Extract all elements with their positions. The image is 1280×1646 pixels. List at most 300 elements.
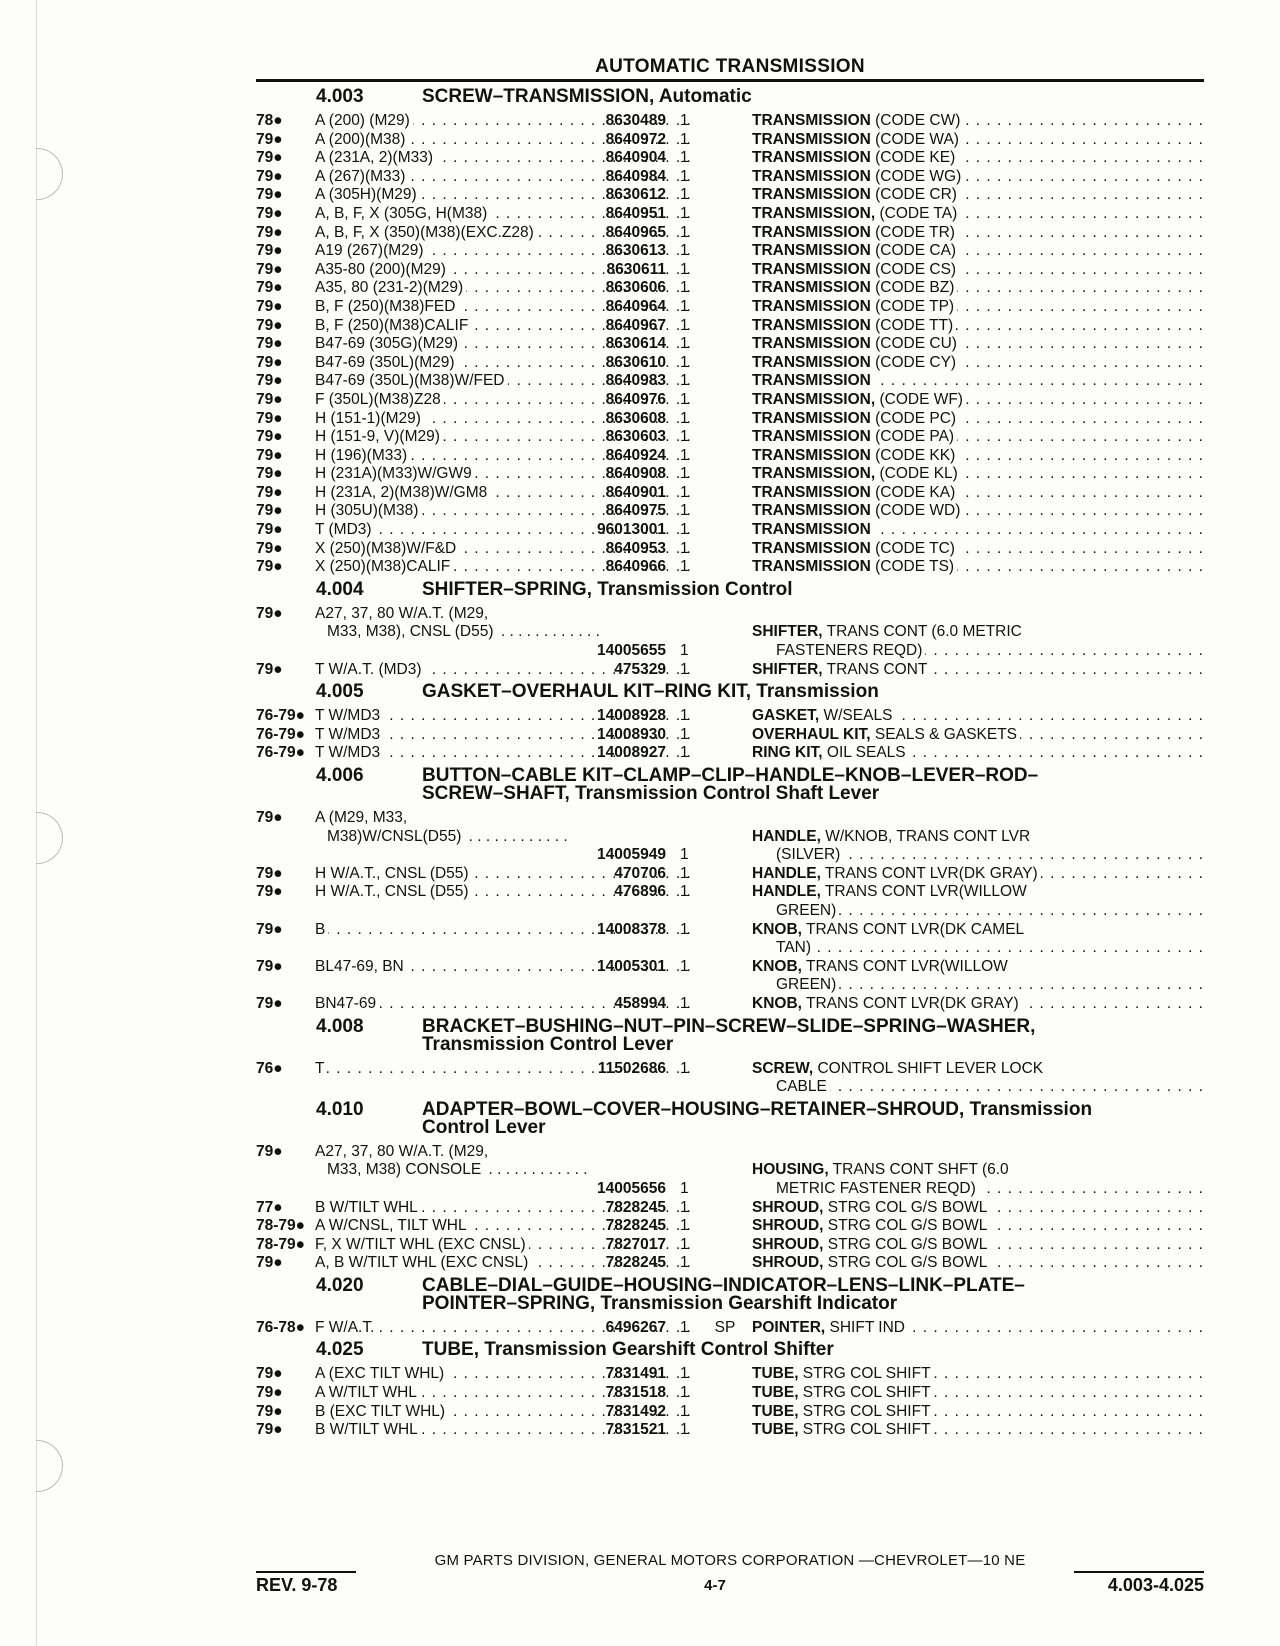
section-title xyxy=(422,1341,1204,1359)
section-title-rest: Transmission Control Shaft Lever xyxy=(569,783,880,804)
part-name-bold: TRANSMISSION xyxy=(752,335,871,353)
part-number: 475329 xyxy=(614,660,666,678)
application-description xyxy=(315,744,578,763)
part-name-text xyxy=(752,242,959,259)
part-name-text xyxy=(752,1254,990,1271)
section-number: 4.025 xyxy=(316,1339,364,1361)
description-text: A W/TILT WHL xyxy=(315,1384,420,1401)
description-text: B47-69 (350L)(M29) xyxy=(315,354,458,371)
catalog-section xyxy=(256,1274,1204,1338)
parts-table xyxy=(256,112,1204,577)
section-title-main: SCREW–TRANSMISSION, xyxy=(422,86,655,107)
quantity: 1 xyxy=(680,446,689,464)
description-text: BL47-69, BN xyxy=(315,958,407,975)
part-name-bold: TUBE, xyxy=(752,1365,799,1383)
part-name-text xyxy=(752,1161,1012,1178)
quantity: 1 xyxy=(680,260,689,278)
application-description xyxy=(315,540,578,559)
quantity: 1 xyxy=(680,390,689,408)
quantity: 1 xyxy=(680,1421,689,1439)
part-name-bold: SHROUD, xyxy=(752,1217,824,1235)
model-year: 79● xyxy=(256,353,283,371)
part-number: 6496267 xyxy=(605,1318,666,1336)
section-title-line2: POINTER–SPRING, xyxy=(422,1292,596,1314)
part-name-bold: KNOB, xyxy=(752,994,802,1012)
table-row xyxy=(256,335,1204,354)
part-number: 14008930 xyxy=(597,725,666,743)
model-year: 79● xyxy=(256,130,283,148)
section-title-main: TUBE, xyxy=(422,1339,479,1361)
description-line1: A27, 37, 80 W/A.T. (M29, xyxy=(315,605,578,624)
page-number: 4-7 xyxy=(704,1577,726,1594)
description-text: H (231A)(M33)W/GW9 xyxy=(315,465,475,482)
part-name-bold: TRANSMISSION xyxy=(752,446,871,464)
model-year: 76-78● xyxy=(256,1318,306,1336)
part-name-text xyxy=(752,1217,990,1234)
part-name-line2: GREEN) xyxy=(752,902,839,921)
part-name-bold: SHROUD, xyxy=(752,1235,824,1253)
part-name-detail: SHIFT IND xyxy=(825,1318,906,1336)
part-name-bold: KNOB, xyxy=(752,957,802,975)
quantity: 1 xyxy=(680,744,689,762)
application-description xyxy=(315,149,578,168)
model-year: 79● xyxy=(256,428,283,446)
part-name-line2: (SILVER) xyxy=(752,846,843,865)
part-name-detail: (CODE PA) xyxy=(870,428,955,446)
part-name xyxy=(752,224,1204,243)
part-name-bold: SHIFTER, xyxy=(752,623,823,641)
application-description xyxy=(315,1319,578,1338)
table-row xyxy=(256,317,1204,336)
part-name-text xyxy=(752,372,874,389)
description-text: A19 (267)(M29) xyxy=(315,242,427,259)
table-row xyxy=(256,447,1204,466)
section-number: 4.005 xyxy=(316,681,364,703)
part-name-detail: (CODE KK) xyxy=(870,446,956,464)
table-row xyxy=(256,883,1204,920)
table-row xyxy=(256,242,1204,261)
quantity: 1 xyxy=(680,316,689,334)
application-description xyxy=(315,205,578,224)
model-year: 79● xyxy=(256,994,283,1012)
model-year: 79● xyxy=(256,521,283,539)
quantity: 1 xyxy=(680,297,689,315)
description-text: B, F (250)(M38)CALIF xyxy=(315,317,471,334)
section-title xyxy=(422,683,1204,701)
application-description xyxy=(315,131,578,150)
part-number: 8630489 xyxy=(605,112,666,129)
part-number: 14008927 xyxy=(597,744,666,762)
part-name-text xyxy=(752,224,958,241)
leader-dots: . . . . . . . . . . . . xyxy=(464,827,568,845)
table-row xyxy=(256,410,1204,429)
part-name-text xyxy=(752,958,1011,975)
part-number: 470706 xyxy=(614,864,666,882)
application-description xyxy=(315,1060,578,1079)
part-name xyxy=(752,502,1204,521)
part-name-text xyxy=(752,828,1033,845)
quantity: 1 xyxy=(680,957,689,975)
model-year: 79● xyxy=(256,242,283,260)
part-name-detail: (CODE BZ) xyxy=(870,279,955,297)
model-year: 76● xyxy=(256,1059,283,1077)
revision-label: REV. 9-78 xyxy=(256,1571,356,1596)
part-name-line2: GREEN) xyxy=(752,976,839,995)
part-name-text xyxy=(752,1365,934,1382)
part-name-detail: STRG COL G/S BOWL xyxy=(823,1235,988,1253)
part-name xyxy=(752,995,1204,1014)
application-description xyxy=(315,428,578,447)
application-description xyxy=(315,1142,588,1180)
part-name-text xyxy=(752,428,957,445)
part-number: 14005949 xyxy=(597,846,666,864)
model-year: 79● xyxy=(256,864,283,882)
section-title-main: ADAPTER–BOWL–COVER–HOUSING–RETAINER–SHROUD, xyxy=(422,1098,965,1120)
quantity: 1 xyxy=(680,660,689,678)
part-name-bold: SCREW, xyxy=(752,1059,814,1077)
part-name-text xyxy=(752,317,956,334)
part-name xyxy=(752,865,1204,884)
quantity: 1 xyxy=(680,558,689,576)
part-name-text xyxy=(752,1060,1046,1077)
model-year: 79● xyxy=(256,558,283,576)
section-title-main: BUTTON–CABLE KIT–CLAMP–CLIP–HANDLE–KNOB–LEVER–ROD– xyxy=(422,765,1039,786)
quantity: 1 xyxy=(680,502,689,520)
quantity: 1 xyxy=(680,112,689,129)
table-row xyxy=(256,112,1204,131)
part-name xyxy=(752,744,1204,763)
application-description xyxy=(315,168,578,187)
leader-dots: . . . . . . . . . . . . xyxy=(496,623,600,641)
description-text: T (MD3) xyxy=(315,521,375,538)
quantity: 1 xyxy=(680,521,689,539)
part-name-bold: RING KIT, xyxy=(752,744,823,762)
part-name-detail: (CODE WA) xyxy=(870,130,959,148)
quantity: 1 xyxy=(680,353,689,371)
table-row xyxy=(256,558,1204,577)
part-name-text xyxy=(752,1319,908,1336)
application-description xyxy=(315,335,578,354)
section-title-rest: Transmission Gearshift Indicator xyxy=(595,1292,898,1314)
part-name-line2: METRIC FASTENER REQD) xyxy=(752,1180,979,1199)
description-line2-wrap xyxy=(315,623,600,642)
description-text: A (EXC TILT WHL) xyxy=(315,1365,447,1382)
description-line2-wrap xyxy=(315,1161,588,1180)
part-number: 8630613 xyxy=(605,242,666,260)
section-range: 4.003-4.025 xyxy=(1074,1571,1204,1596)
description-text: A35, 80 (231-2)(M29) xyxy=(315,279,466,296)
part-number: 8640908 xyxy=(605,465,666,483)
part-number: 8630611 xyxy=(606,260,666,278)
quantity: 1 xyxy=(680,1384,689,1402)
section-title-main: GASKET–OVERHAUL KIT–RING KIT, xyxy=(422,681,752,703)
leader-dots: . . . . . . . . . . . . xyxy=(484,1161,588,1179)
description-text: B, F (250)(M38)FED xyxy=(315,298,458,315)
description-text: X (250)(M38)CALIF xyxy=(315,558,453,575)
table-row xyxy=(256,521,1204,540)
part-name-bold: TUBE, xyxy=(752,1402,799,1420)
table-row xyxy=(256,726,1204,745)
quantity: 1 xyxy=(680,372,689,390)
catalog-section xyxy=(256,88,1204,577)
quantity: 1 xyxy=(680,920,689,938)
quantity: 1 xyxy=(680,1059,689,1077)
quantity: 1 xyxy=(680,1318,689,1336)
part-name-detail: STRG COL G/S BOWL xyxy=(823,1254,988,1272)
quantity: 1 xyxy=(680,130,689,148)
part-name-detail: TRANS CONT LVR(WILLOW xyxy=(820,883,1027,901)
part-name xyxy=(752,661,1204,680)
model-year: 79● xyxy=(256,260,283,278)
application-description xyxy=(315,661,578,680)
section-title-main: BRACKET–BUSHING–NUT–PIN–SCREW–SLIDE–SPRING–WASHER, xyxy=(422,1015,1036,1037)
part-name-detail: (CODE CY) xyxy=(870,353,957,371)
description-text: T W/A.T. (MD3) xyxy=(315,661,425,678)
model-year: 79● xyxy=(256,167,283,185)
part-name xyxy=(752,726,1204,745)
part-name-bold: TRANSMISSION xyxy=(752,167,871,185)
part-name-bold: HOUSING, xyxy=(752,1161,829,1179)
quantity: 1 xyxy=(680,846,689,864)
application-description xyxy=(315,372,578,391)
part-number: 7828245 xyxy=(605,1198,666,1216)
part-name-bold: TRANSMISSION xyxy=(752,260,871,278)
application-description xyxy=(315,1236,578,1255)
quantity: 1 xyxy=(680,1179,689,1197)
part-name-detail: OIL SEALS xyxy=(822,744,906,762)
model-year: 79● xyxy=(256,1142,283,1160)
part-number: 7828245 xyxy=(605,1217,666,1235)
application-description xyxy=(315,242,578,261)
part-name-detail: (CODE WD) xyxy=(870,502,961,520)
part-name xyxy=(752,186,1204,205)
part-name-text xyxy=(752,1199,990,1216)
part-number: 458994 xyxy=(614,994,666,1012)
quantity: 1 xyxy=(680,149,689,167)
description-line2: M33, M38), CNSL (D55) xyxy=(327,623,497,640)
section-heading xyxy=(256,88,1204,106)
description-text: H (305U)(M38) xyxy=(315,502,421,519)
part-name xyxy=(752,335,1204,354)
quantity: 1 xyxy=(680,1254,689,1272)
part-name-bold: TRANSMISSION xyxy=(752,112,871,129)
model-year: 79● xyxy=(256,279,283,297)
application-description xyxy=(315,1365,578,1384)
quantity: 1 xyxy=(680,223,689,241)
catalog-section xyxy=(256,683,1204,763)
part-number: 8640924 xyxy=(605,446,666,464)
description-text: H (196)(M33) xyxy=(315,447,410,464)
part-name xyxy=(752,428,1204,447)
parts-table xyxy=(256,809,1204,1014)
part-name-text xyxy=(752,1403,934,1420)
model-year: 78-79● xyxy=(256,1235,306,1253)
part-name-text xyxy=(752,261,959,278)
table-row xyxy=(256,131,1204,150)
part-name xyxy=(752,112,1204,131)
section-heading xyxy=(256,767,1204,803)
application-description xyxy=(315,809,578,846)
description-text: H W/A.T., CNSL (D55) xyxy=(315,883,472,900)
part-name-detail: (CODE CS) xyxy=(870,260,957,278)
description-text: T xyxy=(315,1060,327,1077)
part-name-bold: TRANSMISSION xyxy=(752,279,871,297)
section-title-main: SHIFTER–SPRING, xyxy=(422,578,592,600)
part-name-detail: TRANS CONT LVR(DK CAMEL xyxy=(801,920,1025,938)
part-name xyxy=(752,1319,1204,1338)
part-name-detail: W/SEALS xyxy=(819,707,893,725)
table-row xyxy=(256,540,1204,559)
part-name-detail: (CODE TR) xyxy=(870,223,955,241)
part-name-detail: (CODE KE) xyxy=(870,149,956,167)
part-number: 8640976 xyxy=(605,390,666,408)
section-title-main: CABLE–DIAL–GUIDE–HOUSING–INDICATOR–LENS–LINK–PLATE– xyxy=(422,1274,1025,1296)
model-year: 78● xyxy=(256,112,283,129)
part-name xyxy=(752,558,1204,577)
application-description xyxy=(315,279,578,298)
quantity: 1 xyxy=(680,725,689,743)
table-row xyxy=(256,707,1204,726)
page-header: AUTOMATIC TRANSMISSION xyxy=(256,56,1204,82)
section-title-line2: SCREW–SHAFT, xyxy=(422,783,570,804)
part-name-detail: (CODE CA) xyxy=(870,242,957,260)
part-name xyxy=(752,131,1204,150)
part-number: 8640983 xyxy=(605,372,666,390)
description-line2: M33, M38) CONSOLE xyxy=(327,1161,484,1178)
part-name-detail: STRG COL SHIFT xyxy=(798,1384,931,1402)
part-name-bold: TUBE, xyxy=(752,1421,799,1439)
part-name xyxy=(752,1060,1204,1097)
description-text: B (EXC TILT WHL) xyxy=(315,1403,448,1420)
part-name-text xyxy=(752,279,957,296)
part-name xyxy=(752,921,1204,958)
application-description xyxy=(315,865,578,884)
table-row xyxy=(256,372,1204,391)
quantity: 1 xyxy=(680,1217,689,1235)
part-name-detail: (CODE TP) xyxy=(870,297,955,315)
application-description xyxy=(315,502,578,521)
table-row xyxy=(256,168,1204,187)
part-number: 476896 xyxy=(614,883,666,901)
section-title-rest: Automatic xyxy=(654,86,752,107)
description-text: F W/A.T. xyxy=(315,1319,377,1336)
model-year: 79● xyxy=(256,149,283,167)
part-name-text xyxy=(752,865,1041,882)
quantity: 1 xyxy=(680,483,689,501)
quantity: 1 xyxy=(680,883,689,901)
table-row xyxy=(256,995,1204,1014)
part-number: 8640975 xyxy=(605,502,666,520)
part-name-detail: (CODE TT) xyxy=(870,316,954,334)
part-name-detail: TRANS CONT SHFT (6.0 xyxy=(828,1161,1009,1179)
part-number: 14005301 xyxy=(597,957,666,975)
part-name-text xyxy=(752,521,874,538)
part-number: 11502686 xyxy=(597,1059,666,1077)
quantity: 1 xyxy=(680,1402,689,1420)
part-name-text xyxy=(752,540,958,557)
catalog-section xyxy=(256,1098,1204,1273)
description-text: H (151-1)(M29) xyxy=(315,410,424,427)
part-name-text xyxy=(752,186,960,203)
part-number: 14005655 xyxy=(597,642,666,660)
part-name-bold: SHROUD, xyxy=(752,1198,824,1216)
part-name xyxy=(752,168,1204,187)
part-number: 8640967 xyxy=(605,316,666,334)
section-title-rest: Transmission Control xyxy=(591,578,793,600)
section-title-rest: Transmission xyxy=(964,1098,1093,1120)
part-name-detail: (CODE TC) xyxy=(870,539,955,557)
model-year: 79● xyxy=(256,604,283,622)
quantity: 1 xyxy=(680,186,689,204)
part-name-bold: KNOB, xyxy=(752,920,802,938)
description-text: A, B W/TILT WHL (EXC CNSL) xyxy=(315,1254,531,1271)
description-text: H (231A, 2)(M38)W/GM8 xyxy=(315,484,490,501)
part-name-bold: GASKET, xyxy=(752,707,820,725)
part-name-detail: (CODE WG) xyxy=(870,167,962,185)
table-row xyxy=(256,1319,1204,1338)
part-name xyxy=(752,484,1204,503)
part-name-bold: TRANSMISSION xyxy=(752,316,871,334)
table-row xyxy=(256,224,1204,243)
table-row xyxy=(256,1365,1204,1384)
description-text: B xyxy=(315,921,328,938)
table-row xyxy=(256,1254,1204,1273)
part-name-detail: W/KNOB, TRANS CONT LVR xyxy=(820,827,1031,845)
part-name-detail: (CODE CU) xyxy=(870,335,957,353)
parts-table xyxy=(256,707,1204,763)
part-name-text xyxy=(752,995,1022,1012)
part-name-detail: STRG COL SHIFT xyxy=(798,1365,931,1383)
description-text: A35-80 (200)(M29) xyxy=(315,261,449,278)
application-description xyxy=(315,995,578,1014)
part-name-text xyxy=(752,131,962,148)
part-name-text xyxy=(752,205,960,222)
part-name-detail: TRANS CONT LVR(WILLOW xyxy=(801,957,1008,975)
part-number: 8640953 xyxy=(605,539,666,557)
quantity: 1 xyxy=(680,204,689,222)
part-name-text xyxy=(752,391,966,408)
model-year: 79● xyxy=(256,223,283,241)
part-number: 96013001 xyxy=(597,521,666,539)
part-name-text xyxy=(752,502,963,519)
description-text: F, X W/TILT WHL (EXC CNSL) xyxy=(315,1236,529,1253)
model-year: 79● xyxy=(256,1254,283,1272)
model-year: 76-79● xyxy=(256,707,306,725)
part-name-bold: TRANSMISSION xyxy=(752,409,871,427)
description-line2-wrap xyxy=(315,828,578,847)
description-text: BN47-69 xyxy=(315,995,379,1012)
model-year: 79● xyxy=(256,446,283,464)
table-row xyxy=(256,744,1204,763)
part-number: 8640966 xyxy=(605,558,666,576)
punch-hole xyxy=(36,1440,63,1492)
model-year: 79● xyxy=(256,539,283,557)
part-name-detail: (CODE CW) xyxy=(870,112,961,129)
application-description xyxy=(315,298,578,317)
table-row xyxy=(256,149,1204,168)
application-description xyxy=(315,1217,578,1236)
description-text: B W/TILT WHL xyxy=(315,1421,421,1438)
table-row xyxy=(256,502,1204,521)
part-name-detail: STRG COL SHIFT xyxy=(798,1402,931,1420)
part-name-text xyxy=(752,558,957,575)
model-year: 79● xyxy=(256,465,283,483)
part-name-detail: SEALS & GASKETS xyxy=(870,725,1018,743)
model-year: 78-79● xyxy=(256,1217,306,1235)
part-name-text xyxy=(752,707,895,724)
description-text: X (250)(M38)W/F&D xyxy=(315,540,459,557)
section-title xyxy=(422,1015,1204,1055)
